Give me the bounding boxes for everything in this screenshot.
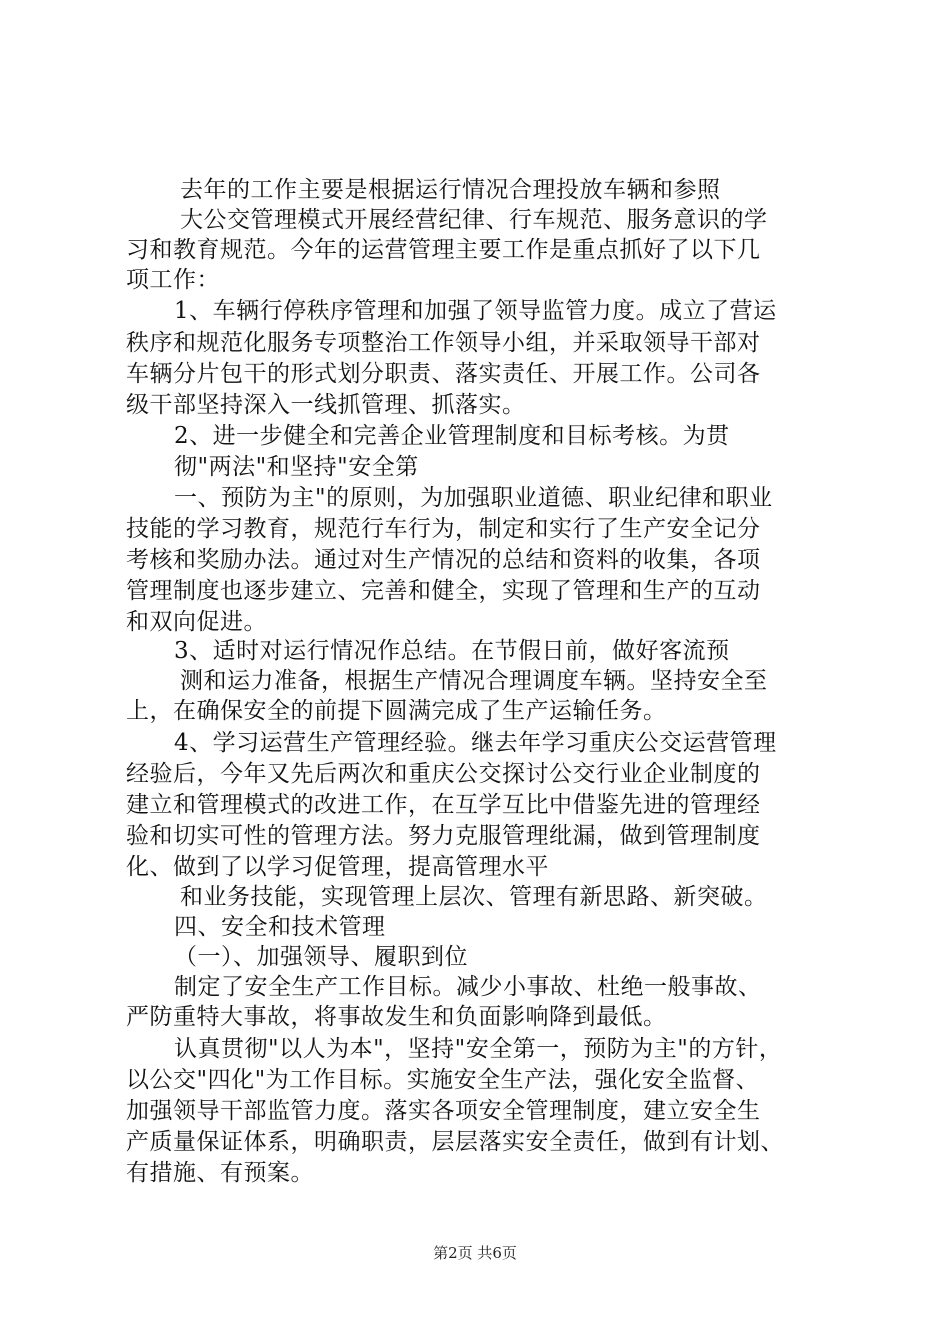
text-line: 项工作： xyxy=(126,267,220,293)
text-line: 认真贯彻"以人为本"，坚持"安全第一，预防为主"的方针， xyxy=(174,1036,783,1062)
text-line: 技能的学习教育，规范行车行为，制定和实行了生产安全记分 xyxy=(126,516,761,542)
text-line: 和业务技能，实现管理上层次、管理有新思路、新突破。 xyxy=(180,884,768,910)
text-line: 1、车辆行停秩序管理和加强了领导监管力度。成立了营运 xyxy=(174,298,777,324)
text-line: 去年的工作主要是根据运行情况合理投放车辆和参照 xyxy=(180,177,721,203)
text-line: 一、预防为主"的原则，为加强职业道德、职业纪律和职业 xyxy=(174,485,773,511)
text-line: 有措施、有预案。 xyxy=(126,1160,314,1186)
text-line: 管理制度也逐步建立、完善和健全，实现了管理和生产的互动 xyxy=(126,578,761,604)
text-line: 产质量保证体系，明确职责，层层落实安全责任，做到有计划、 xyxy=(126,1129,784,1155)
text-line: 加强领导干部监管力度。落实各项安全管理制度，建立安全生 xyxy=(126,1098,761,1124)
text-line: 制定了安全生产工作目标。减少小事故、杜绝一般事故、 xyxy=(174,974,762,1000)
text-line: 秩序和规范化服务专项整治工作领导小组，并采取领导干部对 xyxy=(126,330,761,356)
text-line: 经验后，今年又先后两次和重庆公交探讨公交行业企业制度的 xyxy=(126,761,761,787)
text-line: 上，在确保安全的前提下圆满完成了生产运输任务。 xyxy=(126,698,667,724)
text-line: 化、做到了以学习促管理，提高管理水平 xyxy=(126,854,549,880)
text-line: 彻"两法"和坚持"安全第 xyxy=(174,454,419,480)
text-line: 2、进一步健全和完善企业管理制度和目标考核。为贯 xyxy=(174,423,730,449)
text-line: 和双向促进。 xyxy=(126,609,267,635)
text-line: 习和教育规范。今年的运营管理主要工作是重点抓好了以下几 xyxy=(126,237,761,263)
text-line: 测和运力准备，根据生产情况合理调度车辆。坚持安全至 xyxy=(180,668,768,694)
text-line: 大公交管理模式开展经营纪律、行车规范、服务意识的学 xyxy=(180,207,768,233)
text-line: 建立和管理模式的改进工作，在互学互比中借鉴先进的管理经 xyxy=(126,792,761,818)
text-line: 4、学习运营生产管理经验。继去年学习重庆公交运营管理 xyxy=(174,730,777,756)
page-footer: 第2页 共6页 xyxy=(433,1244,517,1262)
text-line: 严防重特大事故，将事故发生和负面影响降到最低。 xyxy=(126,1004,667,1030)
text-line: 车辆分片包干的形式划分职责、落实责任、开展工作。公司各 xyxy=(126,361,761,387)
section-heading: 四、安全和技术管理 xyxy=(174,914,386,940)
subsection-heading: （一）、加强领导、履职到位 xyxy=(174,944,468,970)
text-line: 以公交"四化"为工作目标。实施安全生产法，强化安全监督、 xyxy=(126,1067,760,1093)
text-line: 验和切实可性的管理方法。努力克服管理纰漏，做到管理制度 xyxy=(126,823,761,849)
text-line: 考核和奖励办法。通过对生产情况的总结和资料的收集，各项 xyxy=(126,547,761,573)
text-line: 级干部坚持深入一线抓管理、抓落实。 xyxy=(126,392,526,418)
text-line: 3、适时对运行情况作总结。在节假日前，做好客流预 xyxy=(174,638,730,664)
